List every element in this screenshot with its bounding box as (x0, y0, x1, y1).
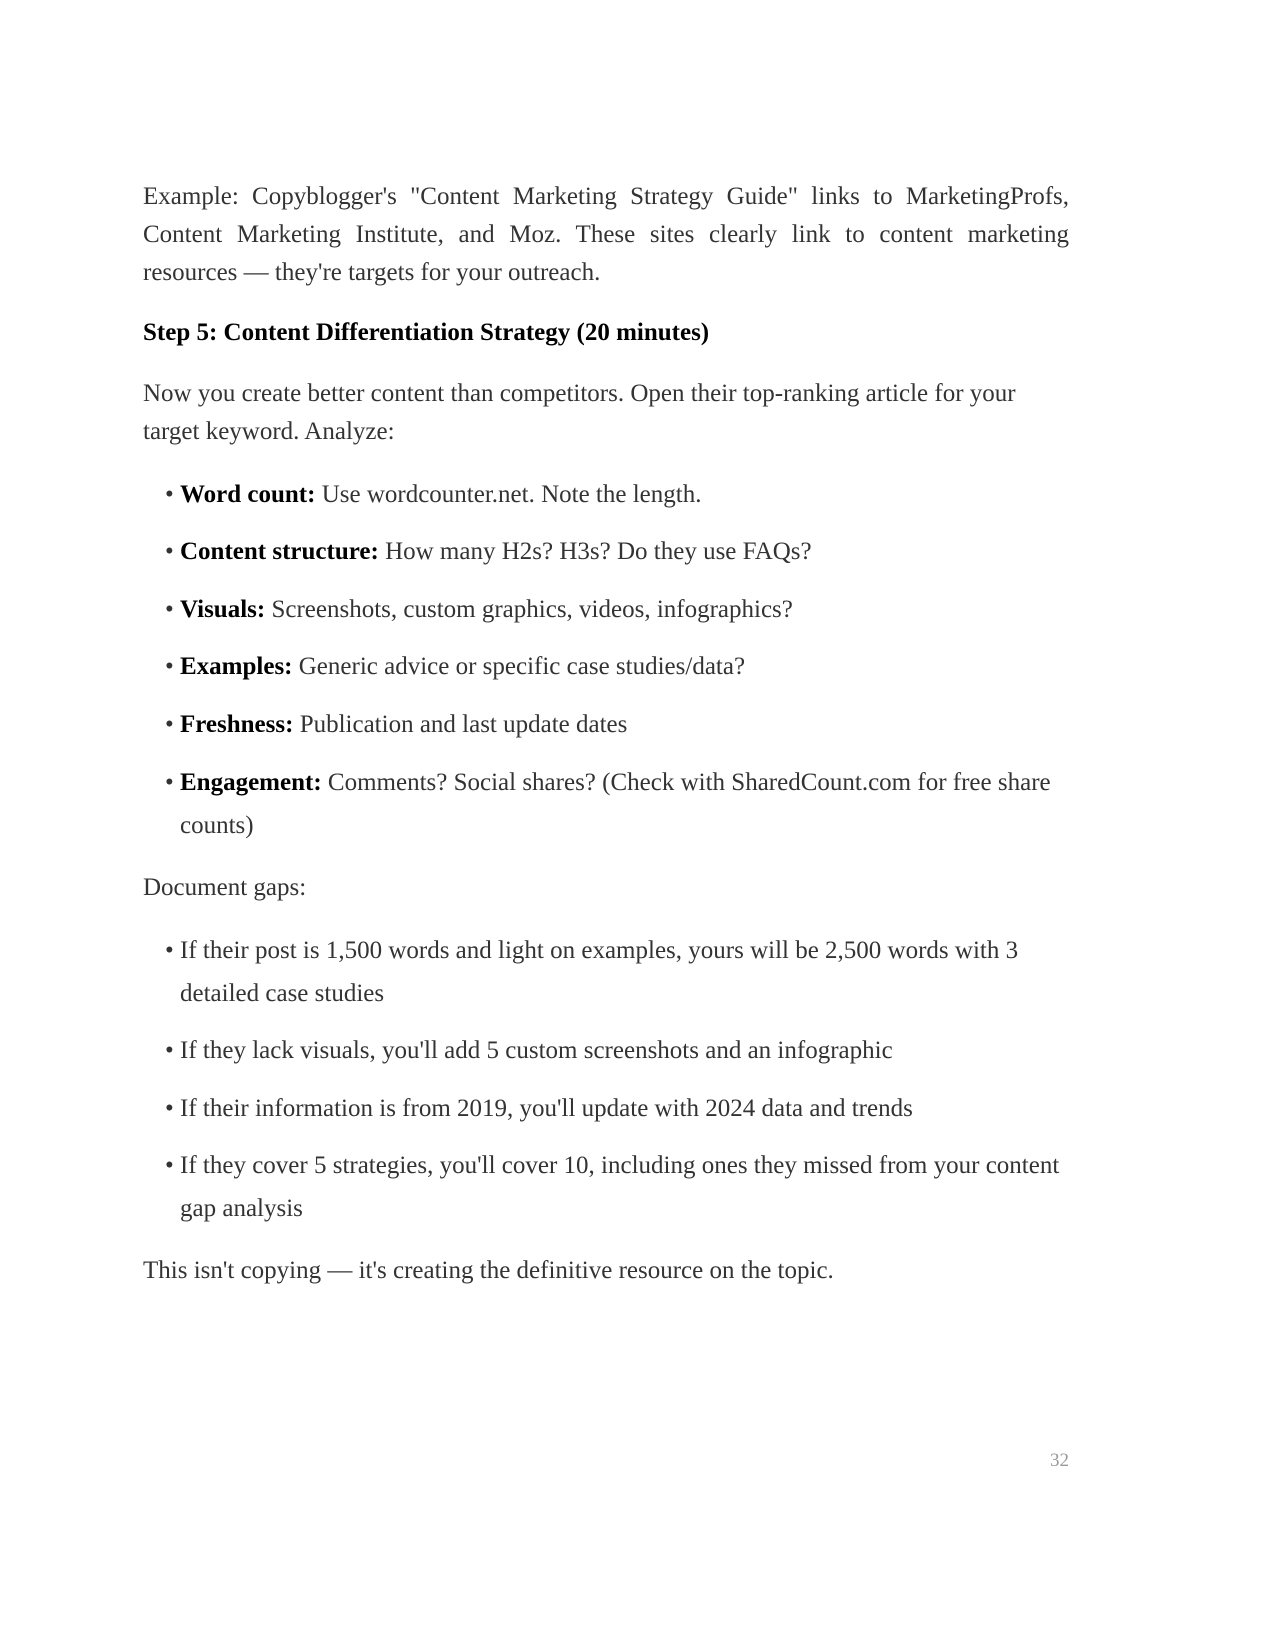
item-label: Freshness: (180, 711, 294, 738)
item-label: Engagement: (180, 769, 322, 796)
list-item (165, 588, 1069, 631)
item-text: Publication and last update dates (293, 711, 628, 738)
item-text: If they cover 5 strategies, you'll cover 10, including ones they missed from your content gap analysis (180, 1152, 1060, 1222)
item-text: Generic advice or specific case studies/data? (292, 653, 746, 680)
item-label: Examples: (180, 653, 293, 680)
item-label: Visuals: (180, 596, 266, 623)
bullet: • (165, 769, 174, 796)
bullet: • (165, 538, 174, 565)
item-text: Screenshots, custom graphics, videos, infographics? (265, 596, 793, 623)
item-label: Word count: (180, 481, 316, 508)
item-label: Content structure: (180, 538, 379, 565)
closing-paragraph: This isn't copying — it's creating the definitive resource on the topic. (143, 1257, 834, 1284)
list-item (165, 703, 1069, 746)
item-text: If their post is 1,500 words and light on examples, yours will be 2,500 words with 3 detailed case studies (180, 937, 1019, 1007)
bullet: • (165, 596, 174, 623)
list-item (165, 1029, 1069, 1072)
list-item (165, 473, 1069, 516)
item-text: Comments? Social shares? (Check with SharedCount.com for free share counts) (180, 769, 1051, 839)
list-item (165, 645, 1069, 688)
intro-paragraph: Example: Copyblogger's "Content Marketing Strategy Guide" links to MarketingProfs, Content Marketing Institute, and Moz. These sites clearly link to content marketing resources — they're targets for your outreach. (143, 183, 1069, 286)
bullet: • (165, 1152, 174, 1179)
list-item (165, 530, 1069, 573)
bullet: • (165, 481, 174, 508)
bullet: • (165, 653, 174, 680)
page-number: 32 (1050, 1450, 1069, 1471)
bullet: • (165, 711, 174, 738)
item-text: If their information is from 2019, you'll update with 2024 data and trends (180, 1095, 913, 1122)
bullet: • (165, 1037, 174, 1064)
item-text: Use wordcounter.net. Note the length. (315, 481, 702, 508)
list-item (165, 761, 1069, 847)
list-item (165, 1087, 1069, 1130)
bullet: • (165, 1095, 174, 1122)
item-text: If they lack visuals, you'll add 5 custom screenshots and an infographic (180, 1037, 893, 1064)
list-item (165, 929, 1069, 1015)
gaps-label: Document gaps: (143, 874, 307, 901)
list-item (165, 1144, 1069, 1230)
step-heading: Step 5: Content Differentiation Strategy (20 minutes) (143, 319, 710, 346)
item-text: How many H2s? H3s? Do they use FAQs? (378, 538, 812, 565)
analyze-paragraph: Now you create better content than competitors. Open their top-ranking article for your target keyword. Analyze: (143, 380, 1016, 445)
bullet: • (165, 937, 174, 964)
